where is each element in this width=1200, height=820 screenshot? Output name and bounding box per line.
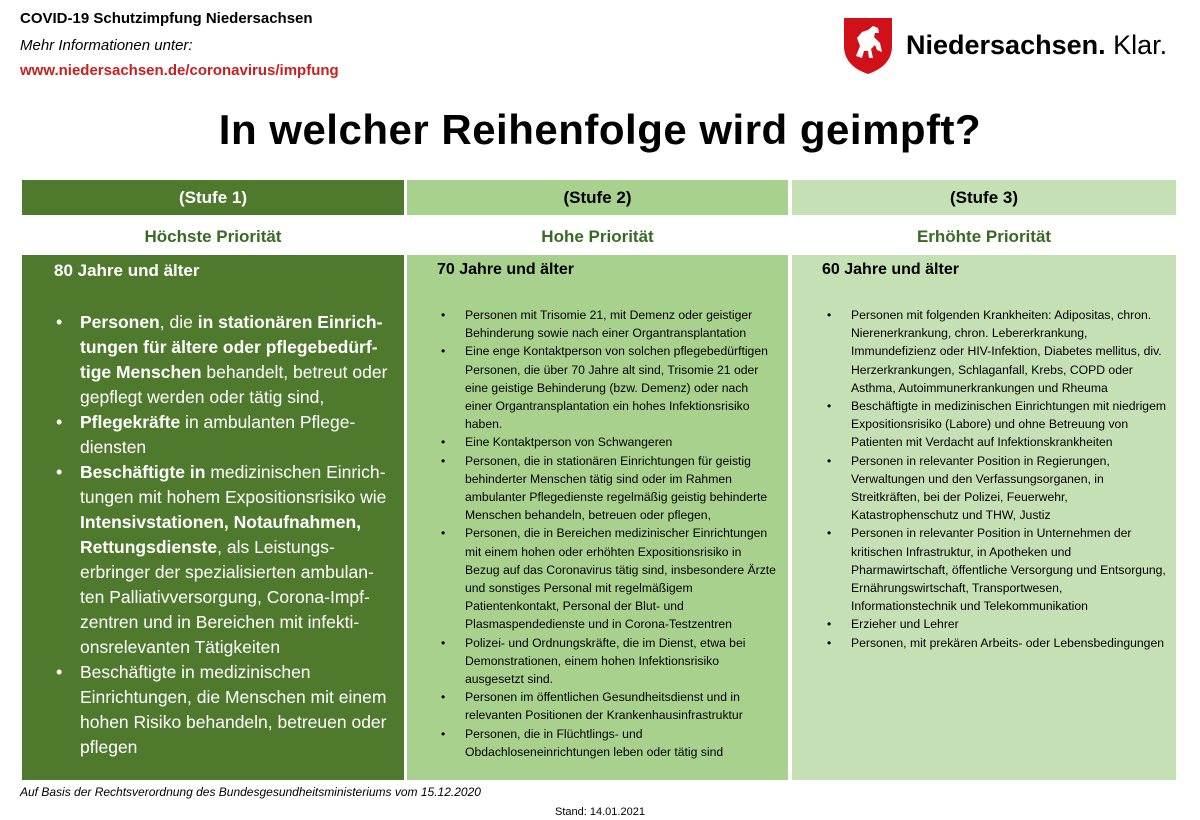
group-list	[465, 306, 778, 761]
more-info-label: Mehr Informationen unter:	[20, 37, 193, 54]
list-item: • Polizei- und Ordnungskräfte, die im Dienst, etwa bei Demonstrationen, einem hohen Infektionsrisiko ausgesetzt sind.	[465, 634, 778, 689]
list-item: • Personen im öffentlichen Gesundheitsdienst und in relevanten Positionen der Krankenhausinfrastruktur	[465, 688, 778, 724]
list-item: • Personen in relevanter Position in Regierungen, Verwaltungen und den Verfassungsorganen, in Streitkräften, bei der Polizei, Feuerwehr, Katastrophenschutz und THW, Justiz	[851, 452, 1166, 525]
list-item: • Beschäftigte in medizinischen Einrichtungen, die Menschen mit einem hohen Risiko behandeln, betreuen oder pflegen	[80, 660, 390, 760]
horse-shield-icon	[842, 16, 894, 76]
list-item: • Personen in relevanter Position in Unternehmen der kritischen Infrastruktur, in Apotheken und Pharmawirtschaft, öffentliche Versorgung und Entsorgung, Ernährungswirtschaft, Transportwesen, Informationstechnik und Telekommunikation	[851, 524, 1166, 615]
list-item: • Eine Kontaktperson von Schwangeren	[465, 433, 778, 451]
list-item: • Eine enge Kontaktperson von solchen pflegebedürftigen Personen, die über 70 Jahre alt sind, Trisomie 21 oder eine geistige Behinderung (bzw. Demenz) oder nach einer Organtransplantation ein hohes Infektionsrisiko haben.	[465, 342, 778, 433]
list-item: • Beschäftigte in medizinischen Einrichtungen mit niedrigem Expositionsrisiko (Labore) und ohne Betreuung von Patienten mit Verdacht auf Infektionskrankheiten	[851, 397, 1166, 452]
age-group-heading: 70 Jahre und älter	[437, 261, 574, 278]
list-item: • Personen, die in Flüchtlings- und Obdachloseneinrichtungen leben oder tätig sind	[465, 725, 778, 761]
list-item: • Pflegekräfte in ambulanten Pflegediensten	[80, 410, 390, 460]
age-group-heading: 80 Jahre und älter	[54, 261, 200, 280]
niedersachsen-logo	[842, 16, 1172, 76]
legal-basis-note: Auf Basis der Rechtsverordnung des Bundesgesundheitsministeriums vom 15.12.2020	[20, 785, 481, 799]
group-list	[80, 310, 390, 760]
list-item: • Personen, die in stationären Einrichtungen für ältere oder pflegebedürftige Menschen behandelt, betreut oder gepflegt werden oder tätig sind,	[80, 310, 390, 410]
age-group-heading: 60 Jahre und älter	[822, 261, 959, 278]
page-title: In welcher Reihenfolge wird geimpft?	[218, 106, 982, 153]
list-item: • Erzieher und Lehrer	[851, 615, 1166, 633]
brand-wordmark: Niedersachsen. Klar.	[906, 30, 1168, 60]
stufe-2-panel	[407, 255, 788, 780]
header-title: COVID-19 Schutzimpfung Niedersachsen	[20, 10, 313, 27]
list-item: • Beschäftigte in medizinischen Einrichtungen mit hohem Expositionsrisiko wie Intensivstationen, Notaufnahmen, Rettungsdienste, als Leistungserbringer der spezialisierten ambulanten Palliativversorgung, Corona-Impfzentren und in Bereichen mit infektionsrelevanten Tätigkeiten	[80, 460, 390, 660]
list-item: • Personen, die in Bereichen medizinischer Einrichtungen mit einem hohen oder erhöhten Expositionsrisiko in Bezug auf das Coronavirus tätig sind, insbesondere Ärzte und sonstiges Personal mit regelmäßigem Patientenkontakt, Personal der Blut- und Plasmaspendedienste und in Corona-Testzentren	[465, 524, 778, 633]
priority-label-3: Erhöhte Priorität	[916, 227, 1052, 246]
list-item: • Personen, die in stationären Einrichtungen für geistig behinderter Menschen tätig sind oder im Rahmen ambulanter Pflegedienste regelmäßig geistig behinderte Menschen behandeln, betreuen oder pflegen,	[465, 452, 778, 525]
list-item: • Personen mit folgenden Krankheiten: Adipositas, chron. Nierenerkrankung, chron. Lebererkrankung, Immundefizienz oder HIV-Infektion, Diabetes mellitus, div. Herzerkrankungen, Schlaganfall, Krebs, COPD oder Asthma, Autoimmunerkrankungen und Rheuma	[851, 306, 1166, 397]
stufe-1-panel	[22, 255, 404, 780]
priority-label-1: Höchste Priorität	[144, 227, 282, 246]
list-item: • Personen mit Trisomie 21, mit Demenz oder geistiger Behinderung sowie nach einer Organtransplantation	[465, 306, 778, 342]
stufe-3-panel	[792, 255, 1176, 780]
group-list	[851, 306, 1166, 652]
stufe-2-header: (Stufe 2)	[407, 180, 788, 215]
date-stand: Stand: 14.01.2021	[555, 806, 645, 818]
info-link[interactable]: www.niedersachsen.de/coronavirus/impfung	[20, 62, 339, 79]
stufe-3-header: (Stufe 3)	[792, 180, 1176, 215]
list-item: • Personen, mit prekären Arbeits- oder Lebensbedingungen	[851, 634, 1166, 652]
stufe-1-header: (Stufe 1)	[22, 180, 404, 215]
priority-label-2: Hohe Priorität	[541, 227, 654, 246]
